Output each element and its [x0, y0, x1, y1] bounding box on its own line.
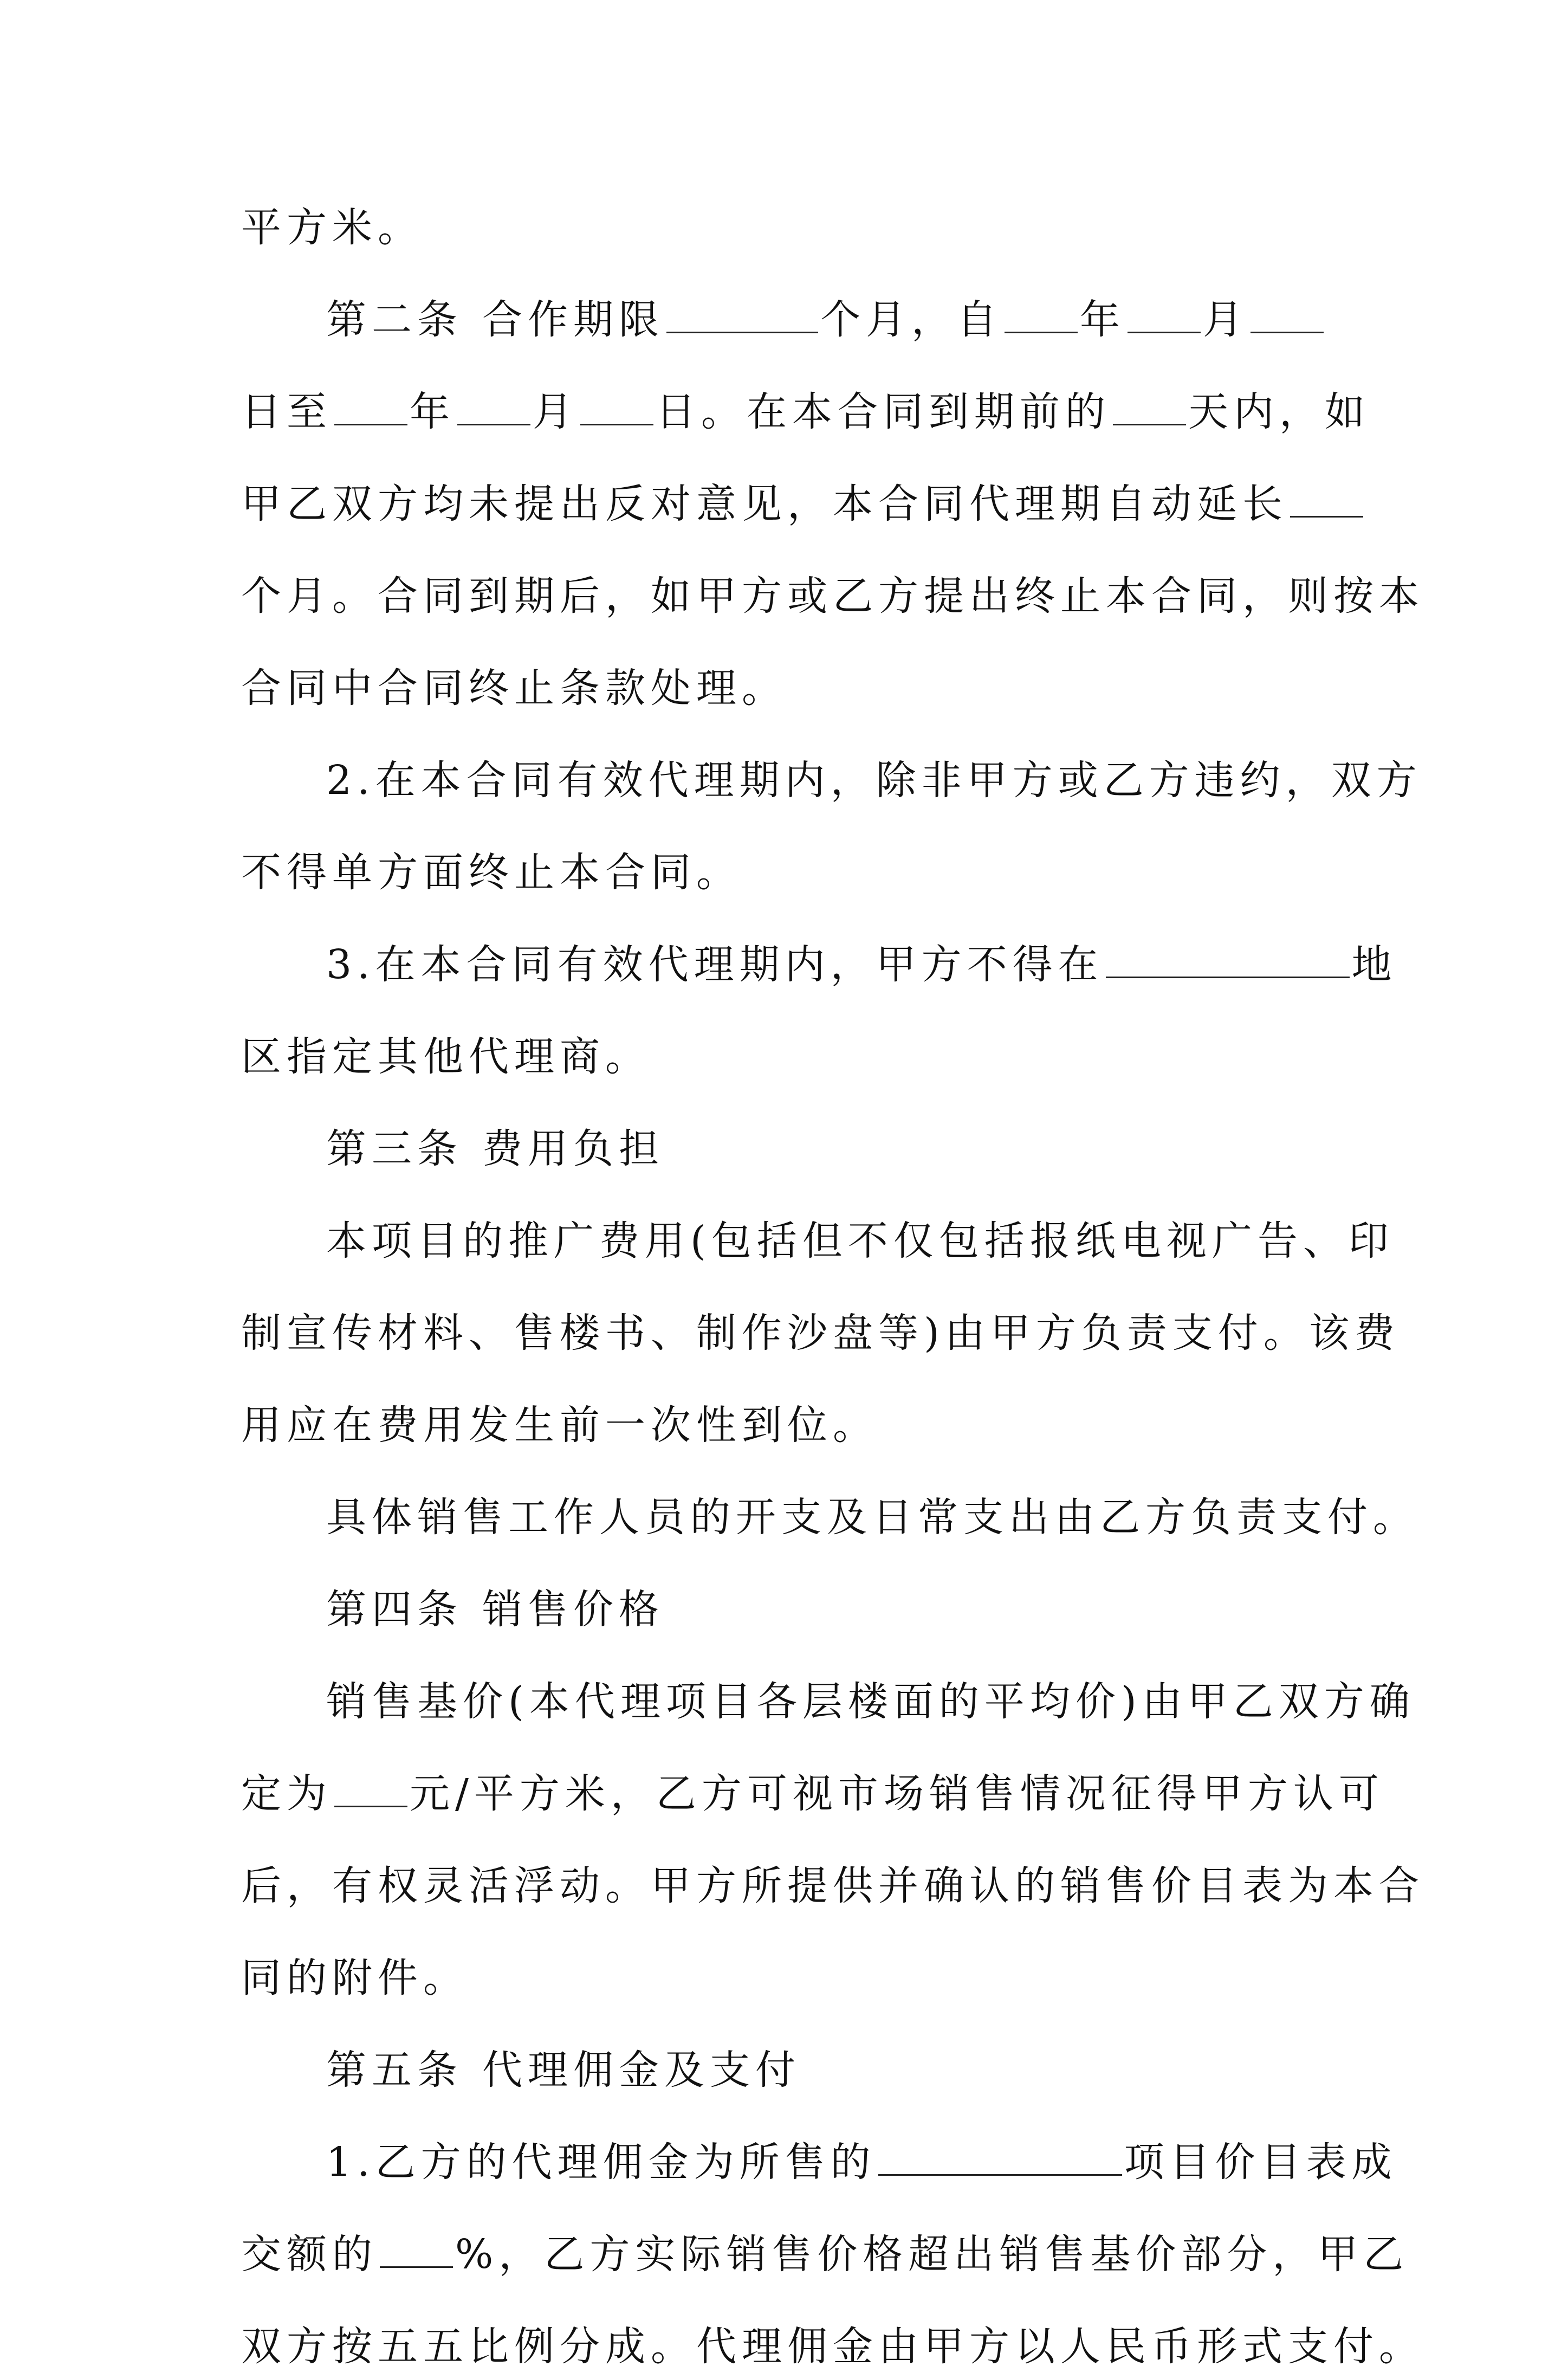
- line-text: 双方按五五比例分成。代理佣金由甲方以人民币形式支付。: [241, 2323, 1424, 2370]
- clause-2-line: [326, 748, 1422, 813]
- text-line: [326, 1208, 1394, 1273]
- line-text: 3.在本合同有效代理期内，甲方不得在: [326, 941, 1104, 988]
- fill-blank[interactable]: [666, 294, 818, 333]
- text-line: [241, 840, 742, 905]
- fill-blank[interactable]: [1106, 939, 1350, 978]
- text-line: [241, 1853, 1424, 1918]
- article-title: 第五条: [326, 2047, 463, 2093]
- fill-blank[interactable]: [380, 2228, 453, 2268]
- line-text: 甲乙双方均未提出反对意见，本合同代理期自动延长: [241, 481, 1288, 527]
- line-text: 月: [533, 389, 578, 435]
- article-3-heading-line: [326, 1116, 664, 1181]
- line-text: 销售价格: [482, 1586, 664, 1633]
- line-text: 区指定其他代理商。: [241, 1033, 651, 1080]
- line-text: 费用负担: [482, 1126, 664, 1172]
- text-line: [241, 2222, 1409, 2287]
- text-line: [241, 564, 1424, 629]
- text-line: [241, 2314, 1424, 2379]
- line-text: 销售基价(本代理项目各层楼面的平均价)由甲乙双方确: [326, 1678, 1415, 1725]
- text-line: [241, 471, 1365, 536]
- text-line: [326, 1485, 1418, 1550]
- line-text: 月: [1203, 296, 1248, 343]
- clause-1-line: [326, 2130, 1397, 2195]
- article-4-heading-line: [326, 1577, 664, 1642]
- fill-blank[interactable]: [334, 386, 407, 425]
- fill-blank[interactable]: [334, 1768, 407, 1807]
- text-line: [241, 1301, 1400, 1366]
- line-text: 天内，如: [1188, 389, 1370, 435]
- line-text: 合同中合同终止条款处理。: [241, 665, 787, 712]
- line-text: 个月，自: [820, 296, 1002, 343]
- text-line: [241, 1761, 1384, 1826]
- line-text: 后，有权灵活浮动。甲方所提供并确认的销售价目表为本合: [241, 1863, 1424, 1909]
- line-text: 制宣传材料、售楼书、制作沙盘等)由甲方负责支付。该费: [241, 1310, 1400, 1356]
- line-text: 平方米。: [241, 204, 423, 251]
- fill-blank[interactable]: [1250, 294, 1324, 333]
- line-text: 年: [410, 389, 455, 435]
- text-line: [241, 656, 787, 721]
- line-text: %，乙方实际销售价格超出销售基价部分，甲乙: [455, 2231, 1409, 2278]
- text-line: [241, 1024, 651, 1089]
- text-line: [326, 1669, 1415, 1734]
- line-text: 定为: [241, 1770, 332, 1817]
- article-title: 第二条: [326, 296, 463, 343]
- line-text: 不得单方面终止本合同。: [241, 849, 742, 896]
- line-text: 日至: [241, 389, 332, 435]
- line-text: 合作期限: [482, 296, 664, 343]
- line-text: 项目价目表成: [1124, 2139, 1397, 2186]
- fill-blank[interactable]: [878, 2136, 1122, 2176]
- article-2-heading-line: [326, 287, 1326, 352]
- line-text: 用应在费用发生前一次性到位。: [241, 1402, 878, 1449]
- line-text: 本项目的推广费用(包括但不仅包括报纸电视广告、印: [326, 1218, 1394, 1264]
- article-5-heading-line: [326, 2038, 801, 2103]
- line-text: 交额的: [241, 2231, 378, 2278]
- article-title: 第三条: [326, 1126, 463, 1172]
- text-line: [241, 379, 1370, 444]
- text-line: [241, 195, 423, 260]
- fill-blank[interactable]: [457, 386, 530, 425]
- line-text: 年: [1080, 296, 1125, 343]
- fill-blank[interactable]: [1113, 386, 1186, 425]
- clause-3-line: [326, 932, 1397, 997]
- line-text: 元/平方米，乙方可视市场销售情况征得甲方认可: [410, 1770, 1384, 1817]
- line-text: 1.乙方的代理佣金为所售的: [326, 2139, 876, 2186]
- line-text: 2.在本合同有效代理期内，除非甲方或乙方违约，双方: [326, 757, 1422, 804]
- line-text: 同的附件。: [241, 1955, 469, 2001]
- fill-blank[interactable]: [1290, 478, 1363, 518]
- text-line: [241, 1393, 878, 1458]
- line-text: 地: [1351, 941, 1397, 988]
- line-text: 具体销售工作人员的开支及日常支出由乙方负责支付。: [326, 1494, 1418, 1541]
- line-text: 代理佣金及支付: [482, 2047, 801, 2093]
- text-line: [241, 1945, 469, 2010]
- article-title: 第四条: [326, 1586, 463, 1633]
- fill-blank[interactable]: [580, 386, 653, 425]
- fill-blank[interactable]: [1128, 294, 1201, 333]
- fill-blank[interactable]: [1005, 294, 1078, 333]
- line-text: 日。在本合同到期前的: [656, 389, 1111, 435]
- line-text: 个月。合同到期后，如甲方或乙方提出终止本合同，则按本: [241, 573, 1424, 619]
